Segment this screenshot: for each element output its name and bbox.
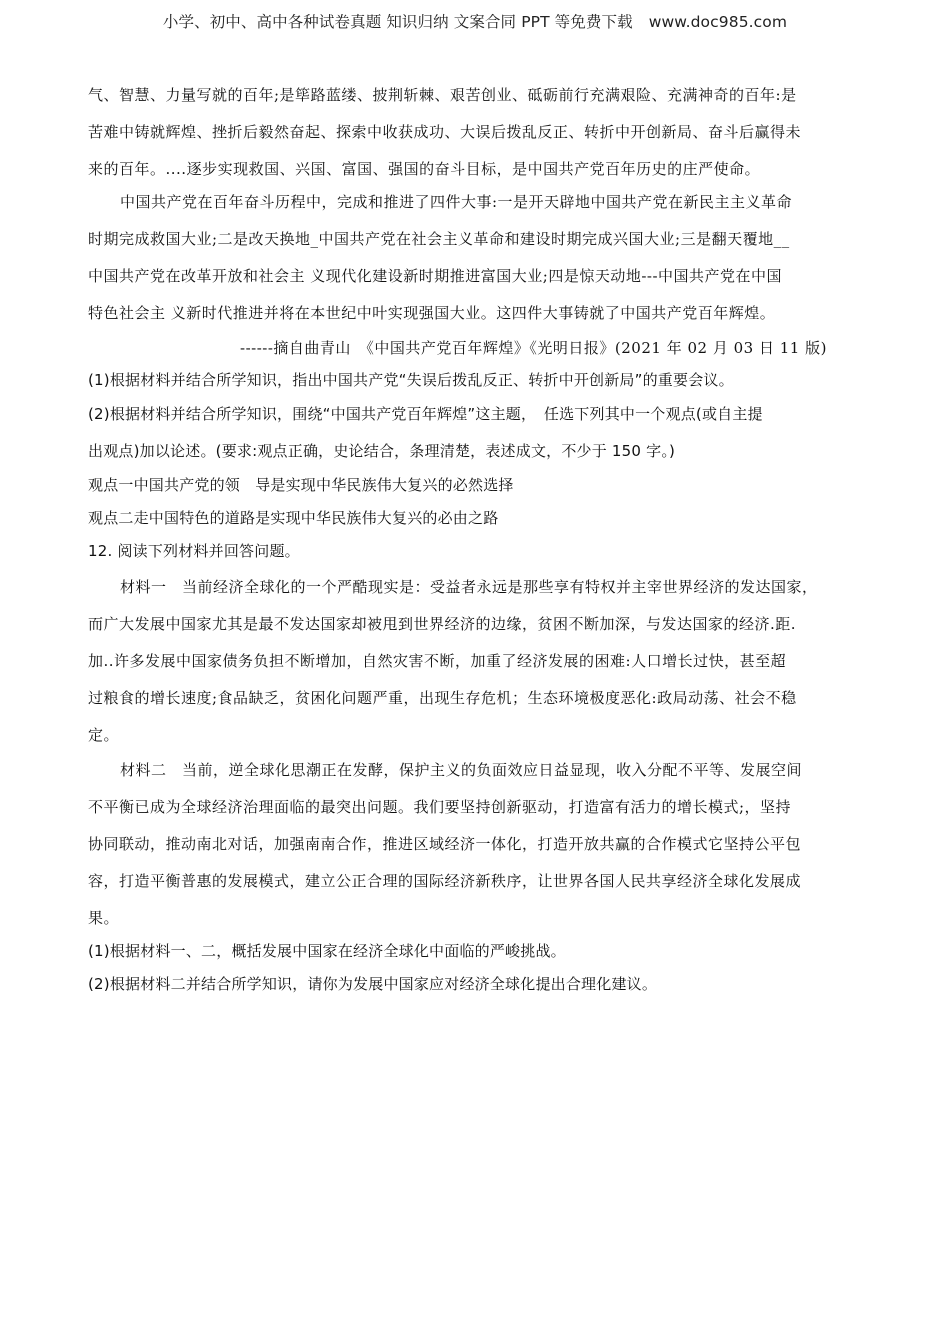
viewpoint-one: 观点一中国共产党的领 导是实现中华民族伟大复兴的必然选择 <box>88 476 514 494</box>
question-prompt: 阅读下列材料并回答问题。 <box>117 542 300 560</box>
paragraph-line: 果。 <box>88 909 120 927</box>
question-number: 12. <box>88 542 113 560</box>
question-2-requirements: 出观点)加以论述。(要求:观点正确，史论结合，条理清楚，表述成文，不少于 150 字。) <box>88 442 676 460</box>
paragraph-line: 容，打造平衡普惠的发展模式，建立公正合理的国际经济新秩序，让世界各国人民共享经济全球化发展成 <box>88 872 802 890</box>
paragraph-line: 过粮食的增长速度;食品缺乏，贫困化问题严重，出现生存危机；生态环境极度恶化:政局动荡、社会不稳 <box>88 689 797 707</box>
paragraph-line: 特色社会主 义新时代推进并将在本世纪中叶实现强国大业。这四件大事铸就了中国共产党百年辉煌。 <box>88 304 776 322</box>
paragraph-line: 中国共产党在百年奋斗历程中，完成和推进了四件大事:一是开天辟地中国共产党在新民主主义革命 <box>120 193 793 211</box>
question-12-2: (2)根据材料二并结合所学知识，请你为发展中国家应对经济全球化提出合理化建议。 <box>88 975 658 993</box>
paragraph-line: 来的百年。....逐步实现救国、兴国、富国、强国的奋斗目标，是中国共产党百年历史的庄严使命。 <box>88 160 761 178</box>
paragraph-line: 材料一 当前经济全球化的一个严酷现实是：受益者永远是那些享有特权并主宰世界经济的发达国家， <box>120 578 818 596</box>
paragraph-line: 时期完成救国大业;二是改天换地_中国共产党在社会主义革命和建设时期完成兴国大业;三是翻天覆地__ <box>88 230 790 248</box>
page-header <box>0 10 950 32</box>
paragraph-line: 加..许多发展中国家债务负担不断增加，自然灾害不断，加重了经济发展的困难:人口增长过快，甚至超 <box>88 652 787 670</box>
paragraph-line: 不平衡已成为全球经济治理面临的最突出问题。我们要坚持创新驱动，打造富有活力的增长模式;，坚持 <box>88 798 792 816</box>
paragraph-line: 而广大发展中国家尤其是最不发达国家却被甩到世界经济的边缘，贫困不断加深，与发达国家的经济.距. <box>88 615 797 633</box>
question-1: (1)根据材料并结合所学知识，指出中国共产党“失误后拨乱反正、转折中开创新局”的重要会议。 <box>88 371 734 389</box>
paragraph-line: 中国共产党在改革开放和社会主 义现代化建设新时期推进富国大业;四是惊天动地---中国共产党在中国 <box>88 267 783 285</box>
viewpoint-two: 观点二走中国特色的道路是实现中华民族伟大复兴的必由之路 <box>88 509 499 527</box>
paragraph-line: 协同联动，推动南北对话，加强南南合作，推进区域经济一体化，打造开放共赢的合作模式它坚持公平包 <box>88 835 802 853</box>
question-12-heading <box>88 541 868 561</box>
question-12-1: (1)根据材料一、二，概括发展中国家在经济全球化中面临的严峻挑战。 <box>88 942 566 960</box>
header-text: 小学、初中、高中各种试卷真题 知识归纳 文案合同 PPT 等免费下载 <box>162 13 633 31</box>
header-url[interactable]: www.doc985.com <box>648 13 788 31</box>
paragraph-line: 材料二 当前，逆全球化思潮正在发酵，保护主义的负面效应日益显现，收入分配不平等、发展空间 <box>120 761 803 779</box>
question-2: (2)根据材料并结合所学知识，围绕“中国共产党百年辉煌”这主题， 任选下列其中一个观点(或自主提 <box>88 405 763 423</box>
paragraph-line: 定。 <box>88 726 120 744</box>
paragraph-line: 气、智慧、力量写就的百年;是筚路蓝缕、披荆斩棘、艰苦创业、砥砺前行充满艰险、充满神奇的百年:是 <box>88 86 797 104</box>
paragraph-line: 苦难中铸就辉煌、挫折后毅然奋起、探索中收获成功、大误后拨乱反正、转折中开创新局、奋斗后赢得未 <box>88 123 802 141</box>
source-citation: ------摘自曲青山 《中国共产党百年辉煌》《光明日报》(2021 年 02 月 03 日 11 版) <box>240 339 827 357</box>
